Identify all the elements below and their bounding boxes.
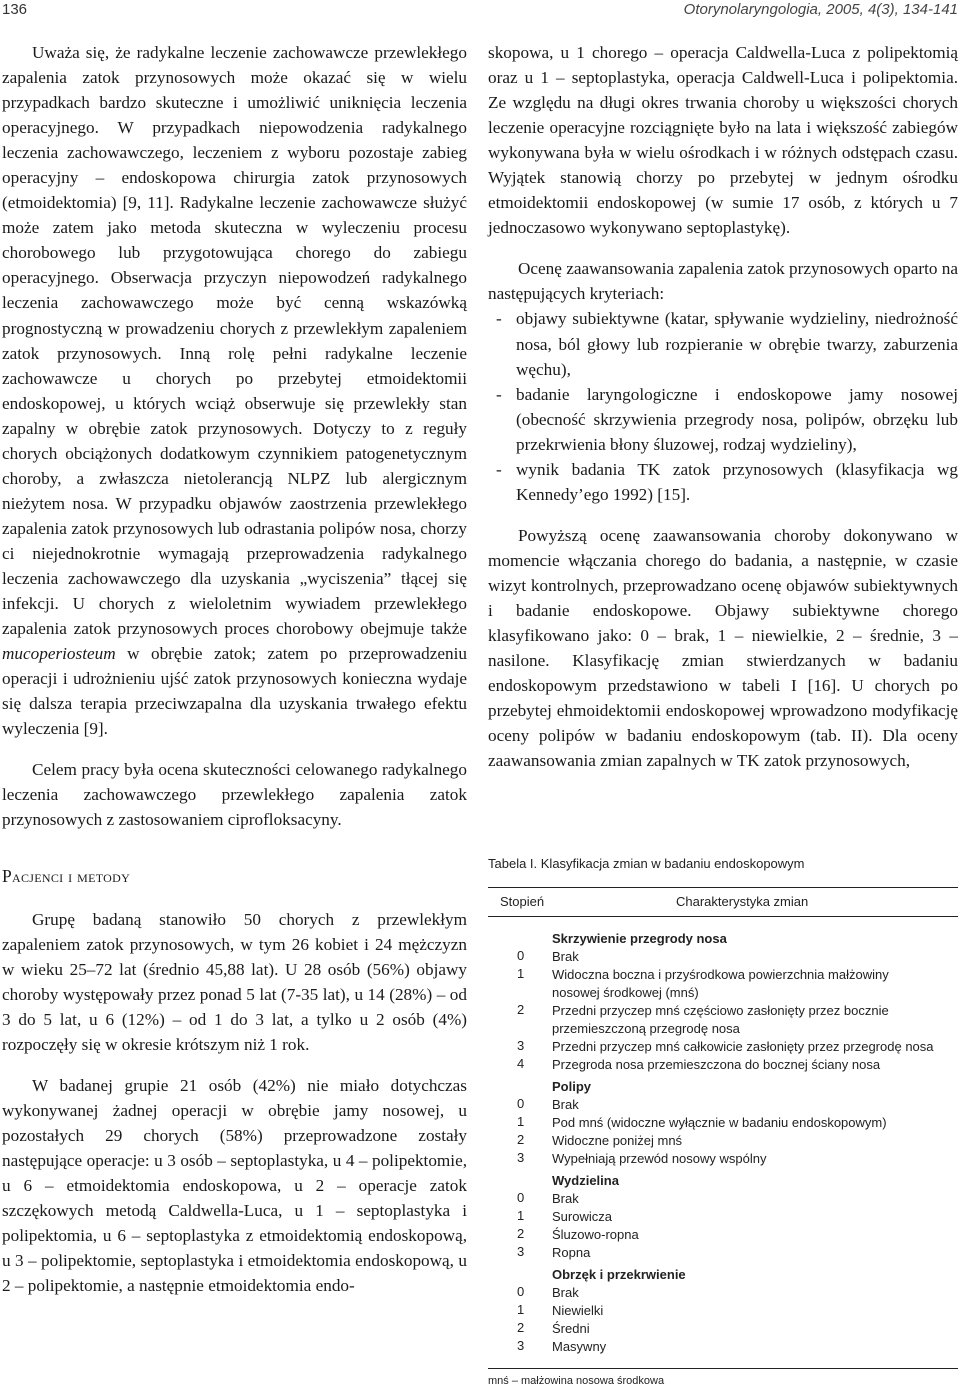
table-row (488, 1302, 958, 1320)
left-column (2, 40, 467, 1298)
paragraph-aim: Celem pracy była ocena skuteczności celowanego radykalnego leczenia zachowawczego przewlekłego zapalenia zatok przynosowych z zastosowaniem ciprofloksacyny. (2, 760, 467, 830)
criteria-item (488, 457, 958, 507)
table-cell-grade: 2 (517, 1132, 525, 1147)
dash-bullet: - (496, 309, 502, 329)
table-cell-description: Niewielki (552, 1303, 604, 1318)
table-cell-description: Brak (552, 1097, 579, 1112)
table-cell-grade: 2 (517, 1226, 525, 1241)
table-cell-grade: 2 (517, 1320, 525, 1335)
table-caption: Tabela I. Klasyfikacja zmian w badaniu endoskopowym (488, 856, 805, 871)
table-cell-grade: 1 (517, 1208, 525, 1223)
table-row (488, 966, 958, 1002)
table-cell-grade: 1 (517, 1114, 525, 1129)
table-row (488, 1226, 958, 1244)
dash-bullet: - (496, 384, 502, 404)
table-cell-grade: 3 (517, 1038, 525, 1053)
table-row (488, 1002, 958, 1038)
table-row (488, 1208, 958, 1226)
term-mucoperiosteum: mucoperiosteum (2, 644, 116, 664)
table-cell-description: Przegroda nosa przemieszczona do bocznej ściany nosa (552, 1057, 881, 1072)
table-group-title: Obrzęk i przekrwienie (552, 1267, 686, 1282)
column-header-description: Charakterystyka zmian (676, 894, 809, 909)
table-cell-grade: 3 (517, 1150, 525, 1165)
table-cell-grade: 1 (517, 1302, 525, 1317)
criteria-list (488, 306, 958, 506)
criteria-text: badanie laryngologiczne i endoskopowe jamy nosowej (obecność skrzywienia przegrody nosa, polipów, obrzęku lub przekrwienia błony śluzowej, rodzaj wydzieliny), (516, 384, 958, 454)
table-cell-description: Przedni przyczep mnś całkowicie zasłonięty przez przegrodę nosa (552, 1039, 934, 1054)
table-cell-grade: 0 (517, 1190, 525, 1205)
dash-bullet: - (496, 459, 502, 479)
paragraph-operations-cont: skopowa, u 1 chorego – operacja Caldwella-Luca z polipektomią oraz u 1 – septoplastyka, operacja Caldwell-Luca i polipektomia. Ze względu na długi okres trwania choroby u większości chorych leczenie operacyjne rozciągnięte było na lata i większość zabiegów wykonywana była w wielu ośrodkach i w różnych odstępach czasu. Wyjątek stanowią chorzy po przebytej w jednym ośrodku etmoidektomii endoskopowej (w sumie 17 osób, z których u 7 jednoczasowo wykonywano septoplastykę). (488, 43, 958, 238)
page-header (0, 0, 960, 22)
paragraph-assessment: Powyższą ocenę zaawansowania choroby dokonywano w momencie włączania chorego do badania, a następnie, w czasie wizyt kontrolnych, przeprowadzano ocenę objawów subiektywnych i badanie endoskopowe. Objawy subiektywne chorego klasyfikowano jako: 0 – brak, 1 – niewielkie, 2 – średnie, 3 – nasilone. Klasyfikację zmian stwierdzanych w badaniu endoskopowym przedstawiono w tabeli I [16]. U chorych po przebytej ehmoidektomii endoskopowej wprowadzono modyfikację oceny polipów w badaniu endoskopowym (tab. II). Dla oceny zaawansowania zmian zapalnych w TK zatok przynosowych, (488, 525, 958, 771)
table-row (488, 1038, 958, 1056)
table-body (488, 917, 958, 1356)
table-cell-description: Średni (552, 1321, 590, 1336)
criteria-text: objawy subiektywne (katar, spływanie wydzieliny, niedrożność nosa, ból głowy lub rozpieranie w obrębie twarzy, zaburzenia węchu), (516, 309, 958, 379)
table-row (488, 1132, 958, 1150)
table-header (488, 888, 958, 916)
journal-reference: Otorynolaryngologia, 2005, 4(3), 134-141 (683, 1, 958, 18)
table-cell-grade: 3 (517, 1244, 525, 1259)
table-cell-description: Pod mnś (widoczne wyłącznie w badaniu endoskopowym) (552, 1115, 887, 1130)
paragraph-intro-text: Uważa się, że radykalne leczenie zachowawcze przewlekłego zapalenia zatok przynosowych może okazać się w wielu przypadkach bardzo skuteczne i umożliwić uniknięcia leczenia operacyjnego. W przypadkach niepowodzenia radykalnego leczenia zachowawczego, leczeniem z wyboru pozostaje zabieg operacyjny – endoskopowa chirurgia zatok przynosowych (etmoidektomia) [9, 11]. Radykalne leczenie zachowawcze służyć może zatem jako metoda skuteczna w wyleczeniu procesu chorobowego lub przygotowująca chorego do zabiegu operacyjnego. Obserwacja przyczyn niepowodzeń radykalnego leczenia zachowawczego może być cenną wskazówką prognostyczną w prowadzeniu chorych z przewlekłym zapaleniem zatok przynosowych. Inną rolę pełni radykalne leczenie zachowawcze u chorych po przebytej etmoidektomii endoskopowej, u których wciąż obserwuje się przewlekły stan zapalny w obrębie zatok przynosowych. Dotyczy to z reguły chorych obciążonych dodatkowym czynnikiem patogenetycznym choroby, a zwłaszcza nietolerancją NLPZ lub alergicznym nieżytem nosa. W przypadku objawów zaostrzenia przewlekłego zapalenia zatok przynosowych lub odrastania polipów nosa, chorzy ci niejednokrotnie wymagają przeprowadzenia radykalnego leczenia zachowawczego dla uzyskania „wyciszenia” tłącej się infekcji. U chorych z wieloletnim wywiadem przewlekłego zapalenia zatok przynosowych proces chorobowy obejmuje także (2, 43, 467, 639)
heading-word-2: i (63, 866, 78, 887)
table-row (488, 1096, 958, 1114)
paragraph-intro-end: w obrębie zatok; zatem po przeprowadzeniu operacji i udrożnieniu ujść zatok przynosowych konieczna wydaje się dalsza terapia przeciwzapalna dla uzyskania trwałego efektu wyleczenia [9]. (2, 644, 467, 739)
heading-word-3: metody (77, 866, 131, 887)
paragraph-criteria-intro: Ocenę zaawansowania zapalenia zatok przynosowych oparto na następujących kryteriach: (488, 259, 958, 304)
criteria-text: wynik badania TK zatok przynosowych (klasyfikacja wg Kennedy’ego 1992) [15]. (516, 459, 958, 504)
column-header-grade: Stopień (500, 894, 545, 909)
section-heading-methods (2, 864, 467, 889)
table-1 (488, 856, 958, 1387)
table-cell-description: Brak (552, 949, 579, 964)
table-footnote: mnś – małżowina nosowa środkowa (488, 1375, 665, 1387)
paragraph-intro (2, 40, 467, 741)
table-group-title: Skrzywienie przegrody nosa (552, 931, 727, 946)
table-bottom-rule (488, 1368, 958, 1369)
paragraph-group: Grupę badaną stanowiło 50 chorych z przewlekłym zapaleniem zatok przynosowych, w tym 26 kobiet i 24 mężczyzn w wieku 25–72 lat (średnio 45,88 lat). U 28 osób (56%) objawy choroby występowały przez ponad 5 lat (7-35 lat), u 14 (28%) – od 3 do 5 lat, u 6 (12%) – od 1 do 3 lat, a tylko u 2 osób (4%) rozpoczęły się w okresie krótszym niż 1 rok. (2, 909, 467, 1054)
table-cell-description: Śluzowo-ropna (552, 1227, 639, 1242)
table-row (488, 1056, 958, 1074)
table-cell-grade: 0 (517, 1096, 525, 1111)
table-cell-grade: 3 (517, 1338, 525, 1353)
table-cell-description: Brak (552, 1191, 579, 1206)
paragraph-operations: W badanej grupie 21 osób (42%) nie miało dotychczas wykonywanej żadnej operacji w obrębie jamy nosowej, u pozostałych 29 chorych (58%) przeprowadzone zostały następujące operacje: u 3 osób – septoplastyka, u 4 – polipektomie, u 6 – etmoidektomia endoskopowa, u 2 – operacje zatok szczękowych metodą Caldwella-Luca, u 1 – septoplastyka i polipektomia, u 6 – septoplastyka z etmoidektomią endoskopową, u 3 – polipektomie, septoplastyka i etmoidektomia endoskopową, u 2 – polipektomie, a następnie etmoidektomia endo- (2, 1075, 467, 1296)
table-cell-grade: 1 (517, 966, 525, 981)
table-cell-description: Masywny (552, 1339, 607, 1354)
table-cell-grade: 2 (517, 1002, 525, 1017)
table-row (488, 1320, 958, 1338)
table-row (488, 948, 958, 966)
table-row (488, 1338, 958, 1356)
table-cell-description: Przedni przyczep mnś częściowo zasłonięty przez bocznie przemieszczoną przegrodę nosa (552, 1003, 889, 1036)
table-cell-grade: 4 (517, 1056, 525, 1071)
criteria-item (488, 306, 958, 381)
criteria-item (488, 382, 958, 457)
table-cell-description: Widoczna boczna i przyśrodkowa powierzchnia małżowiny nosowej środkowej (mnś) (552, 967, 889, 1000)
table-group-title: Wydzielina (552, 1173, 619, 1188)
table-cell-description: Surowicza (552, 1209, 612, 1224)
table-cell-grade: 0 (517, 1284, 525, 1299)
table-row (488, 1190, 958, 1208)
table-row (488, 1150, 958, 1168)
table-row (488, 1114, 958, 1132)
table-cell-description: Ropna (552, 1245, 591, 1260)
table-cell-description: Brak (552, 1285, 579, 1300)
right-column (488, 40, 958, 773)
page-number: 136 (2, 1, 28, 18)
table-cell-grade: 0 (517, 948, 525, 963)
table-row (488, 1244, 958, 1262)
heading-word-1: Pacjenci (2, 866, 64, 887)
table-cell-description: Widoczne poniżej mnś (552, 1133, 683, 1148)
table-row (488, 1284, 958, 1302)
table-group-title: Polipy (552, 1079, 592, 1094)
table-cell-description: Wypełniają przewód nosowy wspólny (552, 1151, 767, 1166)
